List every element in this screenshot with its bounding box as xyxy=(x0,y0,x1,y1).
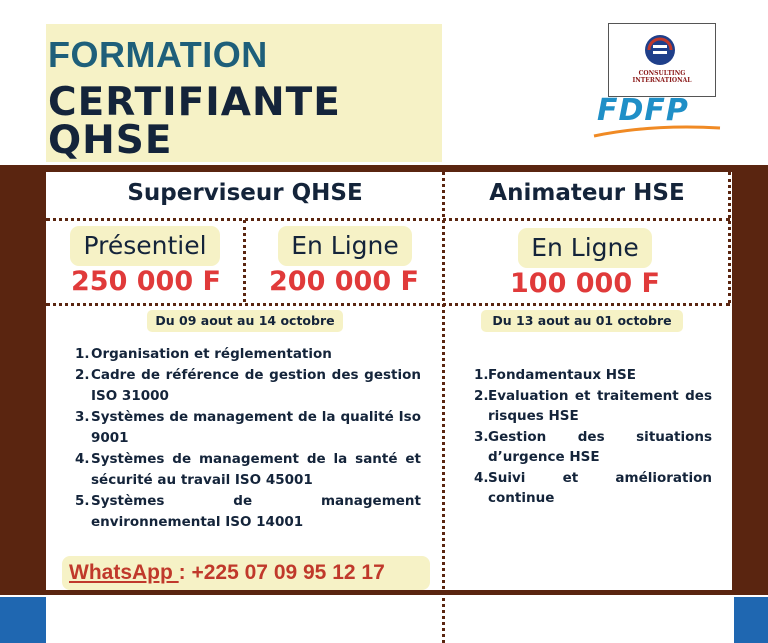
divider-bottom xyxy=(46,590,730,593)
price-en-ligne-superviseur: 200 000 F xyxy=(269,266,419,297)
modules-superviseur xyxy=(75,344,421,533)
mode-presentiel: Présentiel xyxy=(70,226,220,266)
bottom-panel xyxy=(46,597,734,643)
title-certifiante: CERTIFIANTE QHSE xyxy=(48,80,341,163)
list-item: 1. Fondamentaux HSE xyxy=(474,367,636,383)
whatsapp-phone[interactable]: +225 07 09 95 12 17 xyxy=(191,561,385,584)
whatsapp-contact: WhatsApp : +225 07 09 95 12 17 xyxy=(69,561,385,584)
blue-band-left xyxy=(0,597,46,643)
mode-en-ligne-animateur: En Ligne xyxy=(518,228,652,268)
consulting-logo-text: CONSULTING INTERNATIONAL xyxy=(632,70,692,84)
list-item: 5. Systèmes de management environnemental ISO 14001 xyxy=(75,493,421,530)
list-item: 3. Gestion des situations d’urgence HSE xyxy=(474,428,712,465)
divider-vertical-right xyxy=(728,172,731,303)
modules-animateur xyxy=(474,365,712,509)
heading-superviseur: Superviseur QHSE xyxy=(127,180,363,206)
list-item: 1. Organisation et réglementation xyxy=(75,346,332,362)
divider-vertical-prices xyxy=(243,220,246,302)
list-item: 3. Systèmes de management de la qualité Iso 9001 xyxy=(75,409,421,446)
heading-animateur: Animateur HSE xyxy=(489,180,685,206)
divider-under-prices xyxy=(46,303,730,306)
dates-animateur: Du 13 aout au 01 octobre xyxy=(481,310,683,332)
consulting-logo-icon xyxy=(643,33,677,67)
dates-superviseur: Du 09 aout au 14 octobre xyxy=(147,310,343,332)
divider-under-headings xyxy=(46,218,730,221)
fdfp-logo: FDFP xyxy=(597,93,689,128)
whatsapp-link[interactable]: WhatsApp xyxy=(69,561,179,584)
list-item: 4. Systèmes de management de la santé et sécurité au travail ISO 45001 xyxy=(75,451,421,488)
fdfp-swoosh-icon xyxy=(592,122,722,140)
list-item: 2. Evaluation et traitement des risques HSE xyxy=(474,387,712,424)
price-presentiel: 250 000 F xyxy=(71,266,221,297)
blue-band-right xyxy=(734,597,768,643)
mode-en-ligne-superviseur: En Ligne xyxy=(278,226,412,266)
list-item: 4. Suivi et amélioration continue xyxy=(474,469,712,506)
price-en-ligne-animateur: 100 000 F xyxy=(510,268,660,299)
list-item: 2. Cadre de référence de gestion des gestion ISO 31000 xyxy=(75,367,421,404)
title-formation: FORMATION xyxy=(48,34,268,75)
divider-vertical-center xyxy=(442,172,445,643)
